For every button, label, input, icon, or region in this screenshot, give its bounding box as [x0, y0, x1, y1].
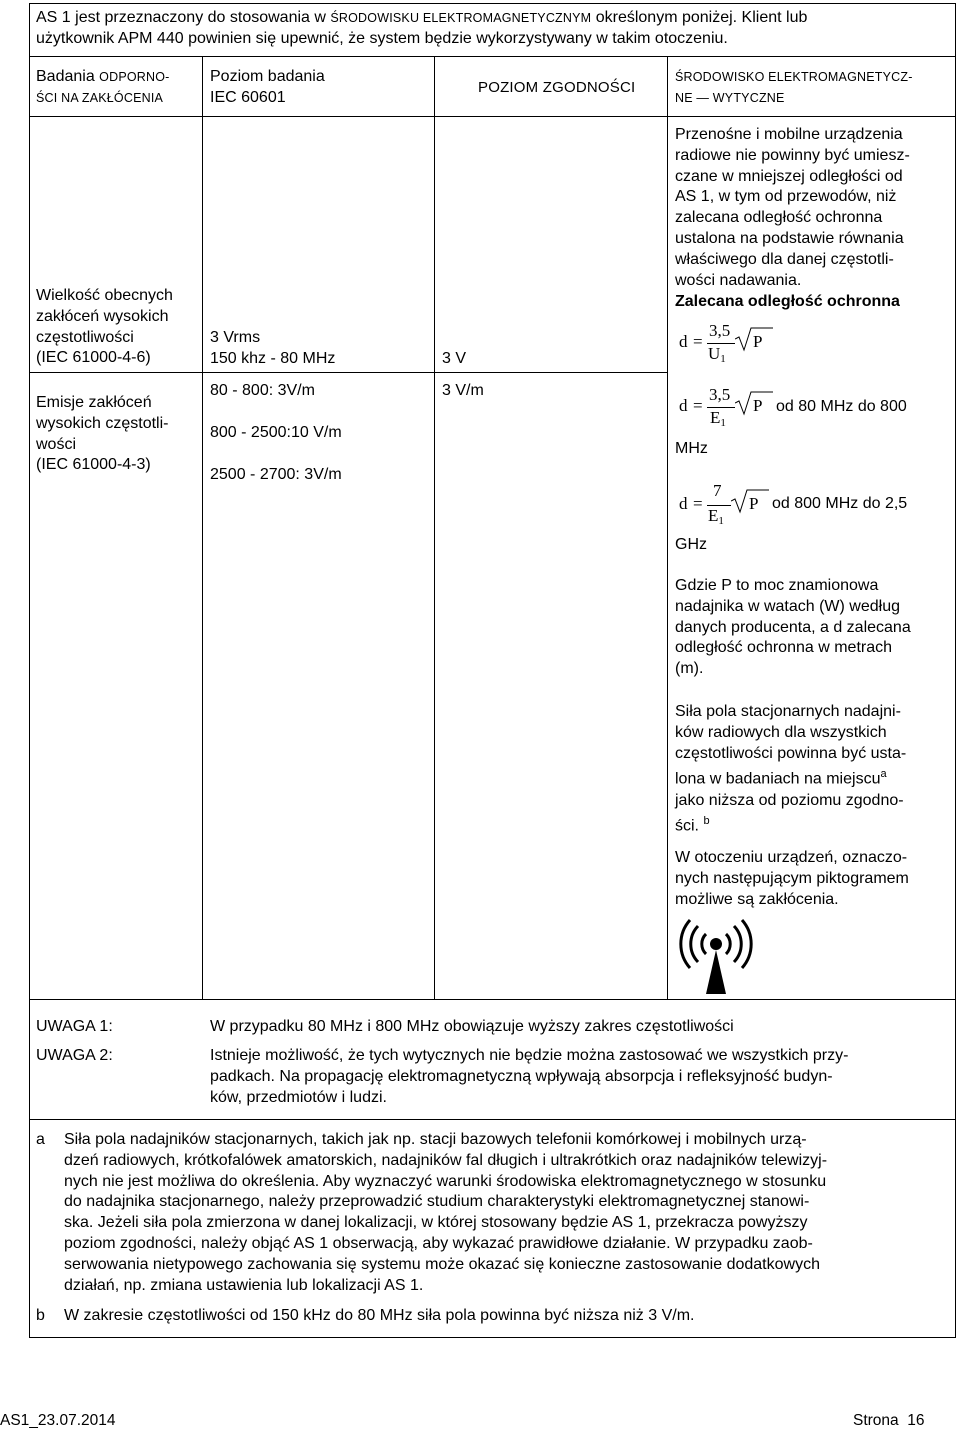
- where-p-line: nadajnika w watach (W) według: [675, 597, 900, 615]
- row2-test: [36, 393, 168, 476]
- formula-2-eq: =: [693, 396, 703, 415]
- where-p-text: [675, 576, 911, 680]
- guidance-intro-line: wości nadawania.: [675, 271, 802, 289]
- note-2-text: [210, 1046, 848, 1108]
- footnote-a-line: ska. Jeżeli siła pola zmierzona w danej lokalizacji, w której stosowany będzie AS 1, przekracza powyższy: [64, 1214, 808, 1232]
- formula-1-den-letter: U: [708, 344, 721, 363]
- formula-2-den: [710, 408, 726, 429]
- row1-test-line: (IEC 61000-4-6): [36, 349, 151, 367]
- document-id: AS1_23.07.2014: [0, 1412, 116, 1429]
- table-bottom-border: [29, 999, 956, 1000]
- guidance-intro-line: radiowe nie powinny być umiesz-: [675, 146, 910, 164]
- header-compliance: POZIOM ZGODNOŚCI: [478, 79, 636, 96]
- note-2-line: ków, przedmiotów i ludzi.: [210, 1088, 387, 1106]
- header-guidance-sc2: NE — WYTYCZNE: [675, 90, 785, 105]
- note-2-line: padkach. Na propagację elektromagnetyczną wpływają absorpcja i refleksyjność budyn-: [210, 1067, 833, 1085]
- footnote-a-line: serwowania nietypowego zachowania się systemu może okazać się konieczne zastosowanie dodatkowych: [64, 1255, 820, 1273]
- row1-level-line: 150 khz - 80 MHz: [210, 349, 336, 367]
- where-p-line: Gdzie P to moc znamionowa: [675, 577, 879, 594]
- vicinity-line: nych następującym piktogramem: [675, 869, 909, 887]
- field-strength-text: [675, 702, 906, 837]
- header-guidance-sc1: ŚRODOWISKO ELEKTROMAGNETYCZ-: [675, 70, 913, 84]
- header-test-level: [210, 67, 325, 109]
- intro-line2: użytkownik APM 440 powinien się upewnić, że system będzie wykorzystywany w takim otoczeniu.: [36, 30, 728, 47]
- note-2-line: Istnieje możliwość, że tych wytycznych nie będzie można zastosować we wszystkich przy-: [210, 1047, 849, 1064]
- footnote-a-text: [64, 1130, 827, 1296]
- formula-1-den-sub: 1: [720, 353, 726, 365]
- formula-2-range: od 80 MHz do 800: [776, 398, 907, 415]
- row2-test-line: Emisje zakłóceń: [36, 394, 152, 411]
- formula-3-eq: =: [693, 494, 703, 513]
- vicinity-line: W otoczeniu urządzeń, oznaczo-: [675, 849, 908, 866]
- guidance-intro-line: właściwego dla danej częstotli-: [675, 250, 894, 268]
- intro-line1-a: AS 1 jest przeznaczony do stosowania w: [36, 9, 331, 26]
- vicinity-line: możliwe są zakłócenia.: [675, 890, 839, 908]
- footnote-a-line: do nadajnika stacjonarnego, należy przeprowadzić studium charakterystyki elektromagnetycznej stanowi-: [64, 1193, 810, 1211]
- formula-3-den: [708, 506, 724, 527]
- formula-1-root: P: [753, 332, 763, 351]
- header-level-line2: IEC 60601: [210, 88, 286, 106]
- header-level-line1: Poziom badania: [210, 68, 325, 85]
- intro-line1-sc: ŚRODOWISKU ELEKTROMAGNETYCZNYM: [330, 11, 592, 25]
- non-ionizing-radiation-icon: [676, 914, 756, 998]
- row1-test: [36, 286, 173, 369]
- header-test-sc2: ŚCI NA ZAKŁÓCENIA: [36, 90, 164, 105]
- formula-3-den-sub: 1: [718, 515, 724, 527]
- where-p-line: danych producenta, a d zalecana: [675, 618, 911, 636]
- field-strength-line-6: [675, 811, 906, 837]
- where-p-line: odległość ochronna w metrach: [675, 639, 893, 657]
- row1-compliance: 3 V: [442, 350, 467, 367]
- row2-test-line: wysokich częstotli-: [36, 414, 169, 432]
- formula-1: [679, 322, 779, 368]
- column-divider-2: [434, 56, 435, 999]
- formula-2: [679, 386, 779, 432]
- row2-level-1: 80 - 800: 3V/m: [210, 382, 315, 399]
- field-strength-line: Siła pola stacjonarnych nadajni-: [675, 703, 901, 720]
- formula-3-den-letter: E: [708, 506, 719, 525]
- field-strength-line-4-text: lona w badaniach na miejscu: [675, 770, 881, 788]
- header-bottom-border: [29, 116, 956, 117]
- footnote-a-line: działań, np. zmiana ustawienia lub lokalizacji AS 1.: [64, 1276, 424, 1294]
- header-test-a: Badania: [36, 68, 100, 85]
- formula-3-range-unit: GHz: [675, 536, 707, 553]
- intro-text: [36, 8, 807, 29]
- notes-divider: [29, 1119, 956, 1120]
- row2-test-line: wości: [36, 435, 77, 453]
- header-test: [36, 67, 170, 109]
- table-top-border: [29, 56, 956, 57]
- recommended-distance-label: Zalecana odległość ochronna: [675, 293, 900, 310]
- row1-level: [210, 328, 335, 370]
- footnote-a-line: nych nie jest możliwa do określenia. Aby wyznaczyć warunki środowiska elektromagnetycznego w stosunku: [64, 1172, 827, 1190]
- row1-level-line: 3 Vrms: [210, 329, 261, 346]
- row2-level-2: 800 - 2500:10 V/m: [210, 424, 342, 441]
- header-test-sc1: ODPORNO-: [99, 70, 170, 84]
- footnote-a-mark: a: [36, 1131, 45, 1148]
- formula-2-range-unit: MHz: [675, 440, 708, 457]
- guidance-intro: [675, 125, 910, 291]
- guidance-intro-line: zalecana odległość ochronna: [675, 209, 883, 227]
- header-guidance: [675, 67, 913, 109]
- guidance-intro-line: czane w mniejszej odległości od: [675, 167, 903, 185]
- row-divider-1: [29, 372, 667, 373]
- row1-test-line: Wielkość obecnych: [36, 287, 173, 304]
- footnote-a-line: poziom zgodności, należy objąć AS 1 obserwacją, aby wykazać prawidłowe działanie. W przypadku zaob-: [64, 1234, 813, 1252]
- formula-2-den-sub: 1: [720, 417, 726, 429]
- formula-3-num: 7: [713, 481, 722, 500]
- formula-3-range: od 800 MHz do 2,5: [772, 495, 908, 512]
- guidance-intro-line: ustalona na podstawie równania: [675, 229, 904, 247]
- row1-test-line: zakłóceń wysokich: [36, 307, 169, 325]
- guidance-intro-line: AS 1, w tym od przewodów, niż: [675, 188, 897, 206]
- note-2-label: UWAGA 2:: [36, 1047, 113, 1064]
- where-p-line: (m).: [675, 660, 704, 678]
- formula-2-den-letter: E: [710, 408, 721, 427]
- footnote-a-line: Siła pola nadajników stacjonarnych, takich jak np. stacji bazowych telefonii komórkowej i mobilnych urzą-: [64, 1131, 807, 1148]
- page-number: Strona 16: [853, 1412, 925, 1429]
- footnote-a-line: dzeń radiowych, krótkofalówek amatorskich, nadajników fal długich i ultrakrótkich oraz nadajników telewizyj-: [64, 1151, 828, 1169]
- formula-3: [679, 481, 779, 530]
- footnote-b-text: W zakresie częstotliwości od 150 kHz do 80 MHz siła pola powinna być niższa niż 3 V/m.: [64, 1307, 695, 1324]
- formula-1-den: [708, 344, 726, 365]
- footnote-ref-b: b: [703, 815, 710, 828]
- field-strength-line-4: [675, 764, 906, 790]
- row2-level-3: 2500 - 2700: 3V/m: [210, 466, 342, 483]
- formula-2-d: d: [679, 396, 688, 415]
- row2-compliance: 3 V/m: [442, 382, 484, 399]
- formula-2-num: 3,5: [709, 385, 731, 404]
- row2-test-line: (IEC 61000-4-3): [36, 456, 151, 474]
- intro-line1-b: określonym poniżej. Klient lub: [591, 9, 808, 26]
- column-divider-3: [667, 56, 668, 999]
- note-1-label: UWAGA 1:: [36, 1018, 113, 1035]
- formula-2-root: P: [753, 396, 763, 415]
- field-strength-line-6-text: ści.: [675, 817, 699, 835]
- formula-1-d: d: [679, 332, 688, 351]
- vicinity-text: [675, 848, 909, 910]
- field-strength-line: jako niższa od poziomu zgodno-: [675, 791, 904, 809]
- footnote-ref-a: a: [880, 768, 887, 781]
- field-strength-line: częstotliwości powinna być usta-: [675, 744, 907, 762]
- footnote-b-mark: b: [36, 1307, 45, 1324]
- row1-test-line: częstotliwości: [36, 328, 134, 346]
- field-strength-line: ków radiowych dla wszystkich: [675, 723, 887, 741]
- formula-3-d: d: [679, 494, 688, 513]
- guidance-intro-line: Przenośne i mobilne urządzenia: [675, 126, 903, 143]
- formula-1-eq: =: [693, 332, 703, 351]
- note-1-text: W przypadku 80 MHz i 800 MHz obowiązuje wyższy zakres częstotliwości: [210, 1018, 734, 1035]
- column-divider-1: [202, 56, 203, 999]
- formula-3-root: P: [749, 494, 759, 513]
- formula-1-num: 3,5: [709, 321, 731, 340]
